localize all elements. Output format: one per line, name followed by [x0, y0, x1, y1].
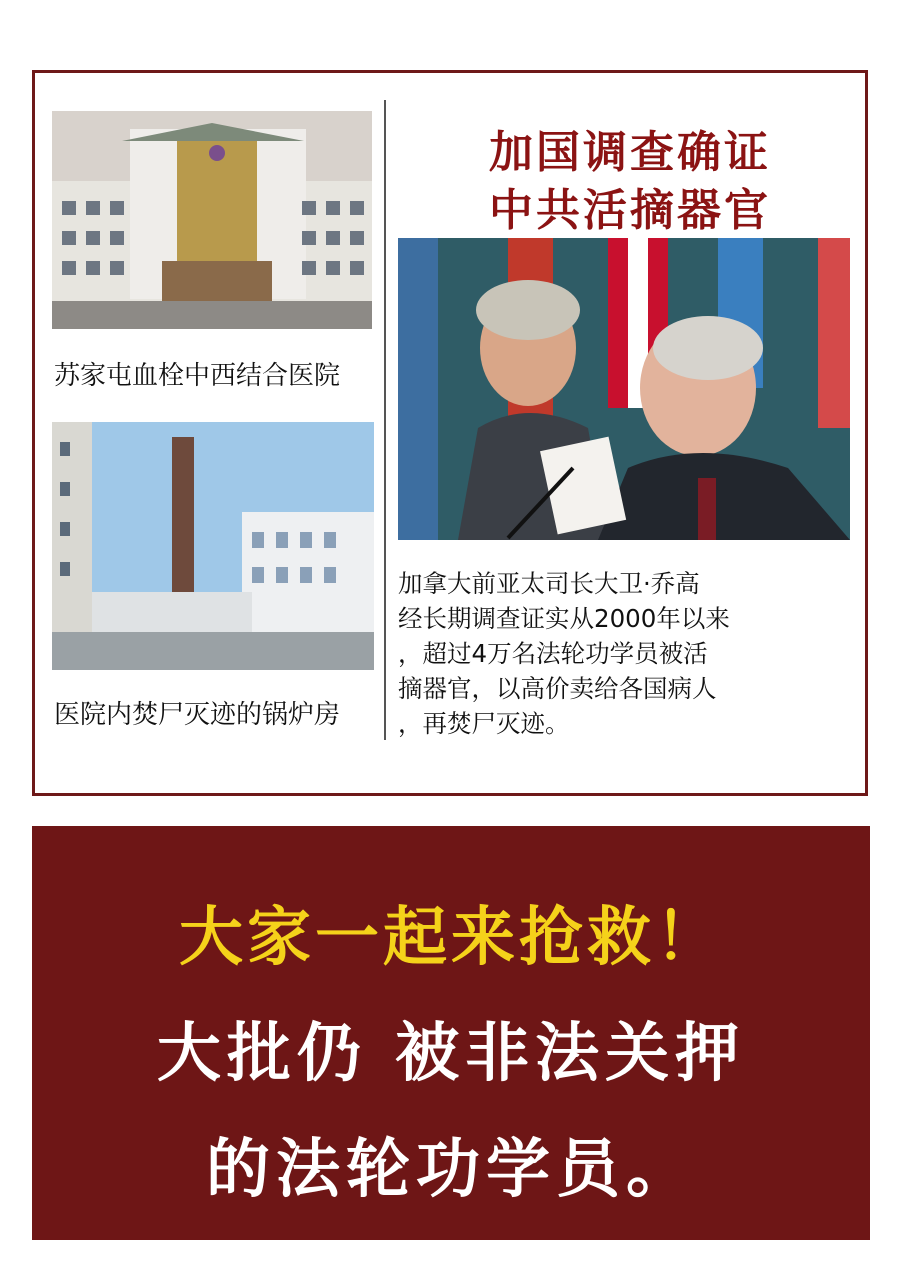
call-to-action-line2: 大批仍 被非法关押	[156, 1017, 746, 1091]
call-to-action-panel	[32, 826, 870, 1240]
paragraph-line: 摘器官，以高价卖给各国病人	[398, 674, 717, 703]
boiler-room-photo	[52, 422, 374, 670]
press-conference-photo	[398, 238, 850, 540]
hospital-building-photo	[52, 111, 372, 329]
investigation-paragraph	[398, 566, 850, 741]
boiler-caption: 医院内焚尸灭迹的锅炉房	[54, 700, 341, 730]
paragraph-line: ，再焚尸灭迹。	[398, 709, 570, 738]
headline-line1: 加国调查确证	[489, 127, 771, 178]
hospital-caption: 苏家屯血栓中西结合医院	[54, 361, 341, 391]
vertical-divider	[384, 100, 386, 740]
paragraph-line: ，超过4万名法轮功学员被活	[398, 639, 708, 668]
call-to-action-line3: 的法轮功学员。	[206, 1133, 696, 1207]
paragraph-line: 加拿大前亚太司长大卫·乔高	[398, 569, 700, 598]
call-to-action-line1: 大家一起来抢救！	[179, 901, 723, 975]
paragraph-line: 经长期调查证实从2000年以来	[398, 604, 730, 633]
headline-line2: 中共活摘器官	[489, 185, 771, 236]
